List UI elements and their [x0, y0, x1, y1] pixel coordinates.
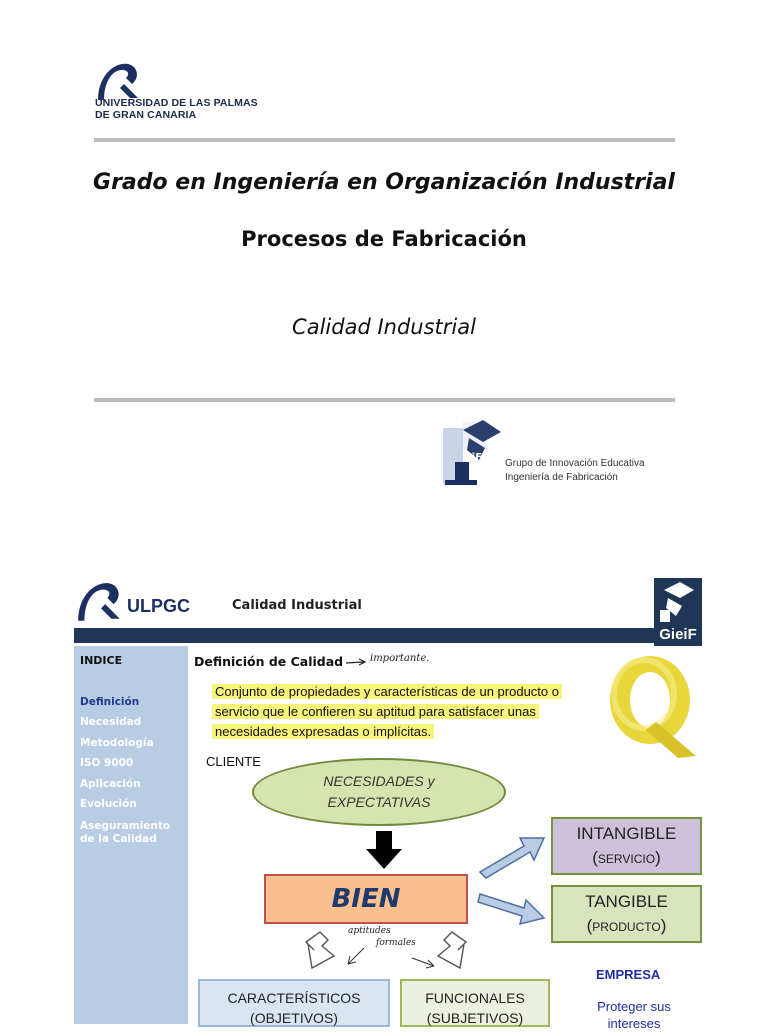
- university-name: [95, 97, 258, 121]
- definition-line-2: servicio que le confieren su aptitud para satisfacer unas: [212, 704, 539, 719]
- handwritten-note: importante.: [370, 653, 430, 664]
- needs-oval: [252, 758, 506, 826]
- header-bar: [74, 628, 654, 643]
- proteger-text: [584, 998, 684, 1032]
- intangible-subtitle: (SERVICIO): [592, 847, 661, 867]
- topic-title: Calidad Industrial: [292, 315, 476, 339]
- slide-header-title: Calidad Industrial: [232, 598, 362, 613]
- definition-line-1: Conjunto de propiedades y características de un producto o: [212, 684, 562, 699]
- arrow-to-tangible-icon: [476, 886, 548, 926]
- arrow-right-icon: [345, 657, 367, 667]
- down-arrow-icon: [364, 831, 404, 871]
- definition-text: [212, 681, 562, 741]
- group-name: [505, 457, 645, 485]
- bottom-divider: [94, 398, 675, 402]
- sidebar-item-metodologia[interactable]: Metodología: [80, 737, 154, 749]
- caracteristicos-box: [198, 979, 390, 1027]
- sidebar-item-necesidad[interactable]: Necesidad: [80, 716, 142, 728]
- handwritten-aptitudes: aptitudes: [348, 926, 391, 936]
- gieif-badge-icon: [658, 580, 698, 624]
- bien-box: BIEN: [264, 874, 468, 924]
- gieif-logo-icon: [443, 420, 505, 486]
- handwritten-formales: formales: [376, 938, 416, 948]
- needs-oval-line1: NECESIDADES y: [323, 773, 435, 789]
- funcionales-subtitle: (SUBJETIVOS): [426, 1010, 524, 1026]
- tangible-title: TANGIBLE: [585, 891, 668, 911]
- ulpgc-brand: ULPGC: [127, 596, 190, 616]
- content-slide: [0, 560, 768, 1031]
- quality-q-icon: [604, 652, 704, 764]
- sidebar-item-definicion[interactable]: Definición: [80, 696, 140, 708]
- gieif-badge: [654, 578, 702, 646]
- needs-oval-line2: EXPECTATIVAS: [327, 794, 431, 810]
- degree-title: Grado en Ingeniería en Organización Industrial: [93, 170, 675, 195]
- caracteristicos-subtitle: (OBJETIVOS): [250, 1010, 338, 1026]
- gieif-label: GieiF: [659, 626, 697, 643]
- handwritten-arrows-icon: [342, 944, 438, 970]
- ulpgc-logo-icon: [94, 58, 144, 102]
- funcionales-box: [400, 979, 550, 1027]
- sidebar-item-iso-9000[interactable]: ISO 9000: [80, 757, 134, 769]
- sidebar-heading: INDICE: [80, 654, 123, 667]
- definition-line-3: necesidades expresadas o implícitas.: [212, 724, 434, 739]
- funcionales-title: FUNCIONALES: [425, 990, 525, 1006]
- sidebar-item-evolucion[interactable]: Evolución: [80, 798, 137, 810]
- hollow-arrow-left-icon: [300, 930, 340, 972]
- intangible-title: INTANGIBLE: [576, 823, 677, 843]
- ulpgc-small-logo-icon: [74, 576, 126, 624]
- caracteristicos-title: CARACTERÍSTICOS: [227, 990, 361, 1006]
- top-divider: [94, 138, 675, 142]
- svg-text:eiF: eiF: [465, 452, 483, 463]
- group-name-line2: Ingeniería de Fabricación: [505, 472, 618, 483]
- course-title: Procesos de Fabricación: [241, 227, 527, 251]
- empresa-label: EMPRESA: [596, 967, 661, 982]
- tangible-box: [551, 885, 702, 943]
- sidebar-item-aseguramiento[interactable]: Aseguramiento de la Calidad: [80, 820, 171, 845]
- arrow-to-intangible-icon: [476, 832, 548, 880]
- group-name-line1: Grupo de Innovación Educativa: [505, 458, 645, 469]
- proteger-line2: intereses: [607, 1016, 661, 1031]
- index-sidebar: [74, 646, 188, 1024]
- tangible-subtitle: (PRODUCTO): [586, 915, 667, 935]
- hollow-arrow-right-icon: [432, 930, 472, 972]
- university-name-line1: UNIVERSIDAD DE LAS PALMAS: [95, 97, 258, 109]
- intangible-box: [551, 817, 702, 875]
- sidebar-item-aplicacion[interactable]: Aplicación: [80, 778, 141, 790]
- proteger-line1: Proteger sus: [597, 999, 671, 1014]
- university-name-line2: DE GRAN CANARIA: [95, 109, 197, 121]
- definition-title: Definición de Calidad: [194, 654, 344, 669]
- cliente-label: CLIENTE: [206, 754, 261, 769]
